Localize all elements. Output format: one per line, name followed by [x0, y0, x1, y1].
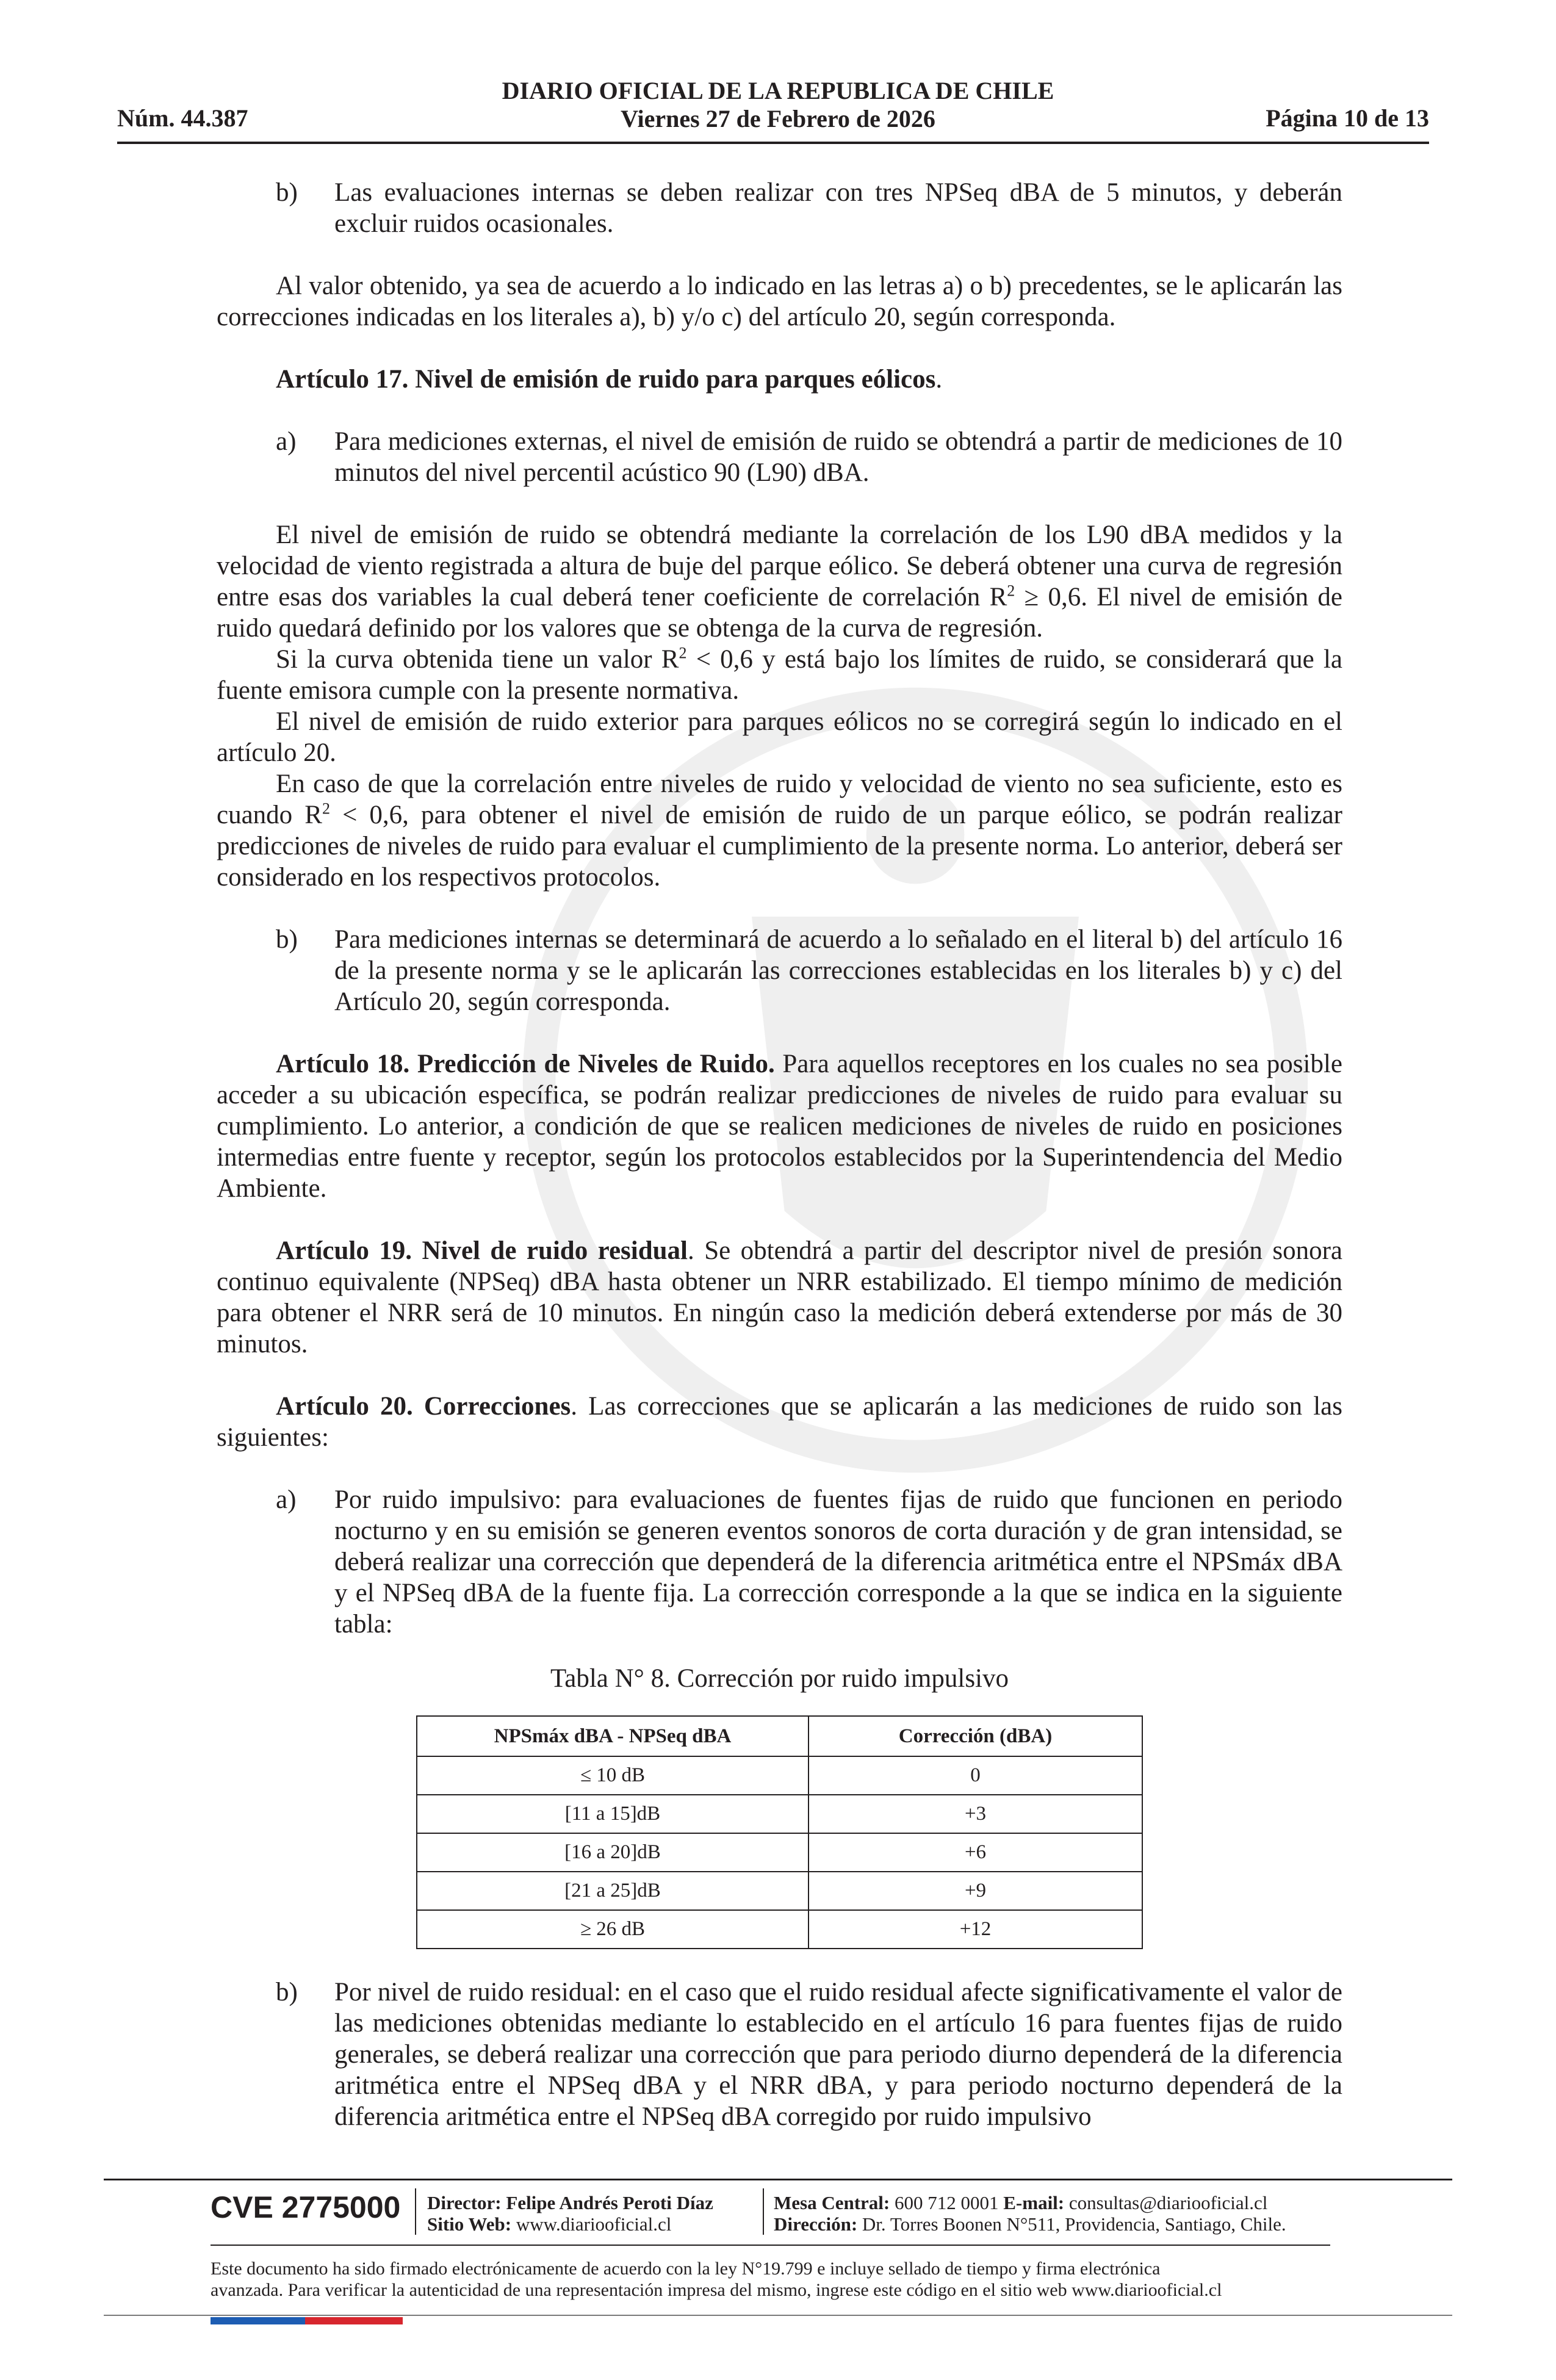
paragraph: En caso de que la correlación entre niveles de ruido y velocidad de viento no sea suficiente, esto es cuando $R^2 < 0,6$, para obtener el nivel de emisión de ruido de un parque eólico, se podrán realizar predicciones de niveles de ruido para evaluar el cumplimiento de la presente norma. Lo anterior, deberá ser considerado en los respectivos protocolos. [217, 770, 1342, 892]
table-cell: +3 [809, 1795, 1142, 1833]
table-caption: Tabla N° 8. Corrección por ruido impulsivo [550, 1664, 1009, 1693]
footer-contact-block [774, 2192, 1286, 2235]
list-item [217, 426, 1342, 488]
page-number: Página 10 de 13 [1266, 104, 1429, 132]
paragraph: Si la curva obtenida tiene un valor $R^2 < 0,6$ y está bajo los límites de ruido, se considerará que la fuente emisora cumple con la presente normativa. [217, 644, 1342, 705]
publication-date: Viernes 27 de Febrero de 2026 [621, 105, 935, 132]
item-text: Por ruido impulsivo: para evaluaciones de fuentes fijas de ruido que funcionen en periodo nocturno y en su emisión se generen eventos sonoros de corta duración y de gran intensidad, se deberá realizar una corrección que dependerá de la diferencia aritmética entre el NPSmáx dBA y el NPSeq dBA de la fuente fija. La corrección corresponde a la que se indica en la siguiente tabla: [334, 1485, 1342, 1639]
item-label: b) [276, 178, 298, 207]
table-cell: +12 [809, 1910, 1142, 1949]
footer-separator [763, 2188, 764, 2235]
footer-separator [415, 2188, 416, 2235]
table-row [417, 1756, 1142, 1795]
article-18-paragraph: Artículo 18. Predicción de Niveles de Ruido. Para aquellos receptores en los cuales no sea posible acceder a su ubicación específica, se podrán realizar predicciones de niveles de ruido para evaluar su cumplimiento. Lo anterior, a condición de que se realicen mediciones de niveles de ruido en posiciones intermedias entre fuente y receptor, según los protocolos establecidos por la Superintendencia del Medio Ambiente. [217, 1050, 1342, 1203]
table-cell: 0 [809, 1756, 1142, 1795]
item-text: Las evaluaciones internas se deben realizar con tres NPSeq dBA de 5 minutos, y deberán excluir ruidos ocasionales. [334, 178, 1342, 238]
table-cell: [16 a 20]dB [417, 1833, 809, 1872]
legal-notice: Este documento ha sido firmado electrónicamente de acuerdo con la ley N°19.799 e incluye sellado de tiempo y firma electrónica avanzada. Para verificar la autenticidad de una representación impresa del mismo, ingrese este código en el sitio web www.diariooficial.cl [211, 2259, 1222, 2300]
email-label: E-mail: [1003, 2192, 1065, 2213]
table-cell: +6 [809, 1833, 1142, 1872]
phone-value: 600 712 0001 [890, 2192, 1004, 2213]
paragraph: El nivel de emisión de ruido exterior para parques eólicos no se corregirá según lo indicado en el artículo 20. [217, 707, 1342, 767]
list-item [217, 924, 1342, 1017]
list-item [217, 177, 1342, 239]
item-text: Para mediciones internas se determinará de acuerdo a lo señalado en el literal b) del artículo 16 de la presente norma y se le aplicarán las correcciones establecidas en los literales b) y c) del Artículo 20, según corresponda. [334, 925, 1342, 1016]
phone-label: Mesa Central: [774, 2192, 890, 2213]
issue-number: Núm. 44.387 [117, 104, 248, 132]
table-cell: ≥ 26 dB [417, 1910, 809, 1949]
header-divider [117, 142, 1429, 144]
article-19-paragraph: Artículo 19. Nivel de ruido residual. Se obtendrá a partir del descriptor nivel de presión sonora continuo equivalente (NPSeq) dBA hasta obtener un NRR estabilizado. El tiempo mínimo de medición para obtener el NRR será de 10 minutos. En ningún caso la medición deberá extenderse por más de 30 minutos. [217, 1236, 1342, 1358]
website-link[interactable]: www.diariooficial.cl [511, 2213, 672, 2235]
footer-divider [104, 2179, 1452, 2180]
table-cell: [21 a 25]dB [417, 1872, 809, 1910]
item-label: a) [276, 1485, 297, 1514]
flag-bar-blue [211, 2317, 305, 2324]
list-item [217, 1484, 1342, 1640]
website-label: Sitio Web: [427, 2213, 512, 2235]
footer-divider [211, 2245, 1330, 2246]
table-row [417, 1910, 1142, 1949]
item-label: a) [276, 427, 297, 456]
article-20-paragraph: Artículo 20. Correcciones. Las correcciones que se aplicarán a las mediciones de ruido son las siguientes: [217, 1392, 1342, 1452]
director-name: Felipe Andrés Peroti Díaz [501, 2192, 713, 2213]
item-label: b) [276, 1978, 298, 2007]
footer-divider [104, 2315, 1452, 2316]
director-label: Director: [427, 2192, 502, 2213]
body-text-upper [217, 177, 1342, 1640]
item-text: Para mediciones externas, el nivel de emisión de ruido se obtendrá a partir de mediciones de 10 minutos del nivel percentil acústico 90 (L90) dBA. [334, 427, 1342, 487]
table-cell: ≤ 10 dB [417, 1756, 809, 1795]
table-header-cell: Corrección (dBA) [809, 1716, 1142, 1756]
table-header-cell: NPSmáx dBA - NPSeq dBA [417, 1716, 809, 1756]
address-value: Dr. Torres Boonen N°511, Providencia, Santiago, Chile. [857, 2213, 1286, 2235]
email-link[interactable]: consultas@diariooficial.cl [1064, 2192, 1268, 2213]
body-text-lower [217, 1977, 1342, 2132]
table-cell: [11 a 15]dB [417, 1795, 809, 1833]
table-row [417, 1872, 1142, 1910]
table-row [417, 1833, 1142, 1872]
item-label: b) [276, 925, 298, 954]
publication-title: DIARIO OFICIAL DE LA REPUBLICA DE CHILE [502, 77, 1054, 104]
item-text: Por nivel de ruido residual: en el caso que el ruido residual afecte significativamente el valor de las mediciones obtenidas mediante lo establecido en el artículo 16 para fuentes fijas de ruido generales, se deberá realizar una corrección que para periodo diurno dependerá de la diferencia aritmética entre el NPSeq dBA y el NRR dBA, y para periodo nocturno dependerá de la diferencia aritmética entre el NPSeq dBA corregido por ruido impulsivo [334, 1978, 1342, 2131]
table-cell: +9 [809, 1872, 1142, 1910]
table-row [417, 1795, 1142, 1833]
flag-bar-red [305, 2317, 403, 2324]
paragraph: Al valor obtenido, ya sea de acuerdo a lo indicado en las letras a) o b) precedentes, se le aplicarán las correcciones indicadas en los literales a), b) y/o c) del artículo 20, según corresponda. [217, 272, 1342, 331]
cve-code: CVE 2775000 [211, 2190, 401, 2224]
footer-director-block [427, 2192, 713, 2235]
correction-table [416, 1715, 1143, 1949]
paragraph: El nivel de emisión de ruido se obtendrá mediante la correlación de los L90 dBA medidos y la velocidad de viento registrada a altura de buje del parque eólico. Se deberá obtener una curva de regresión entre esas dos variables la cual deberá tener coeficiente de correlación $R^2 \ge 0,6$. El nivel de emisión de ruido quedará definido por los valores que se obtenga de la curva de regresión. [217, 521, 1342, 643]
masthead [427, 77, 1129, 133]
list-item [217, 1977, 1342, 2132]
article-17-heading: Artículo 17. Nivel de emisión de ruido para parques eólicos. [276, 365, 943, 394]
address-label: Dirección: [774, 2213, 858, 2235]
table-header-row [417, 1716, 1142, 1756]
